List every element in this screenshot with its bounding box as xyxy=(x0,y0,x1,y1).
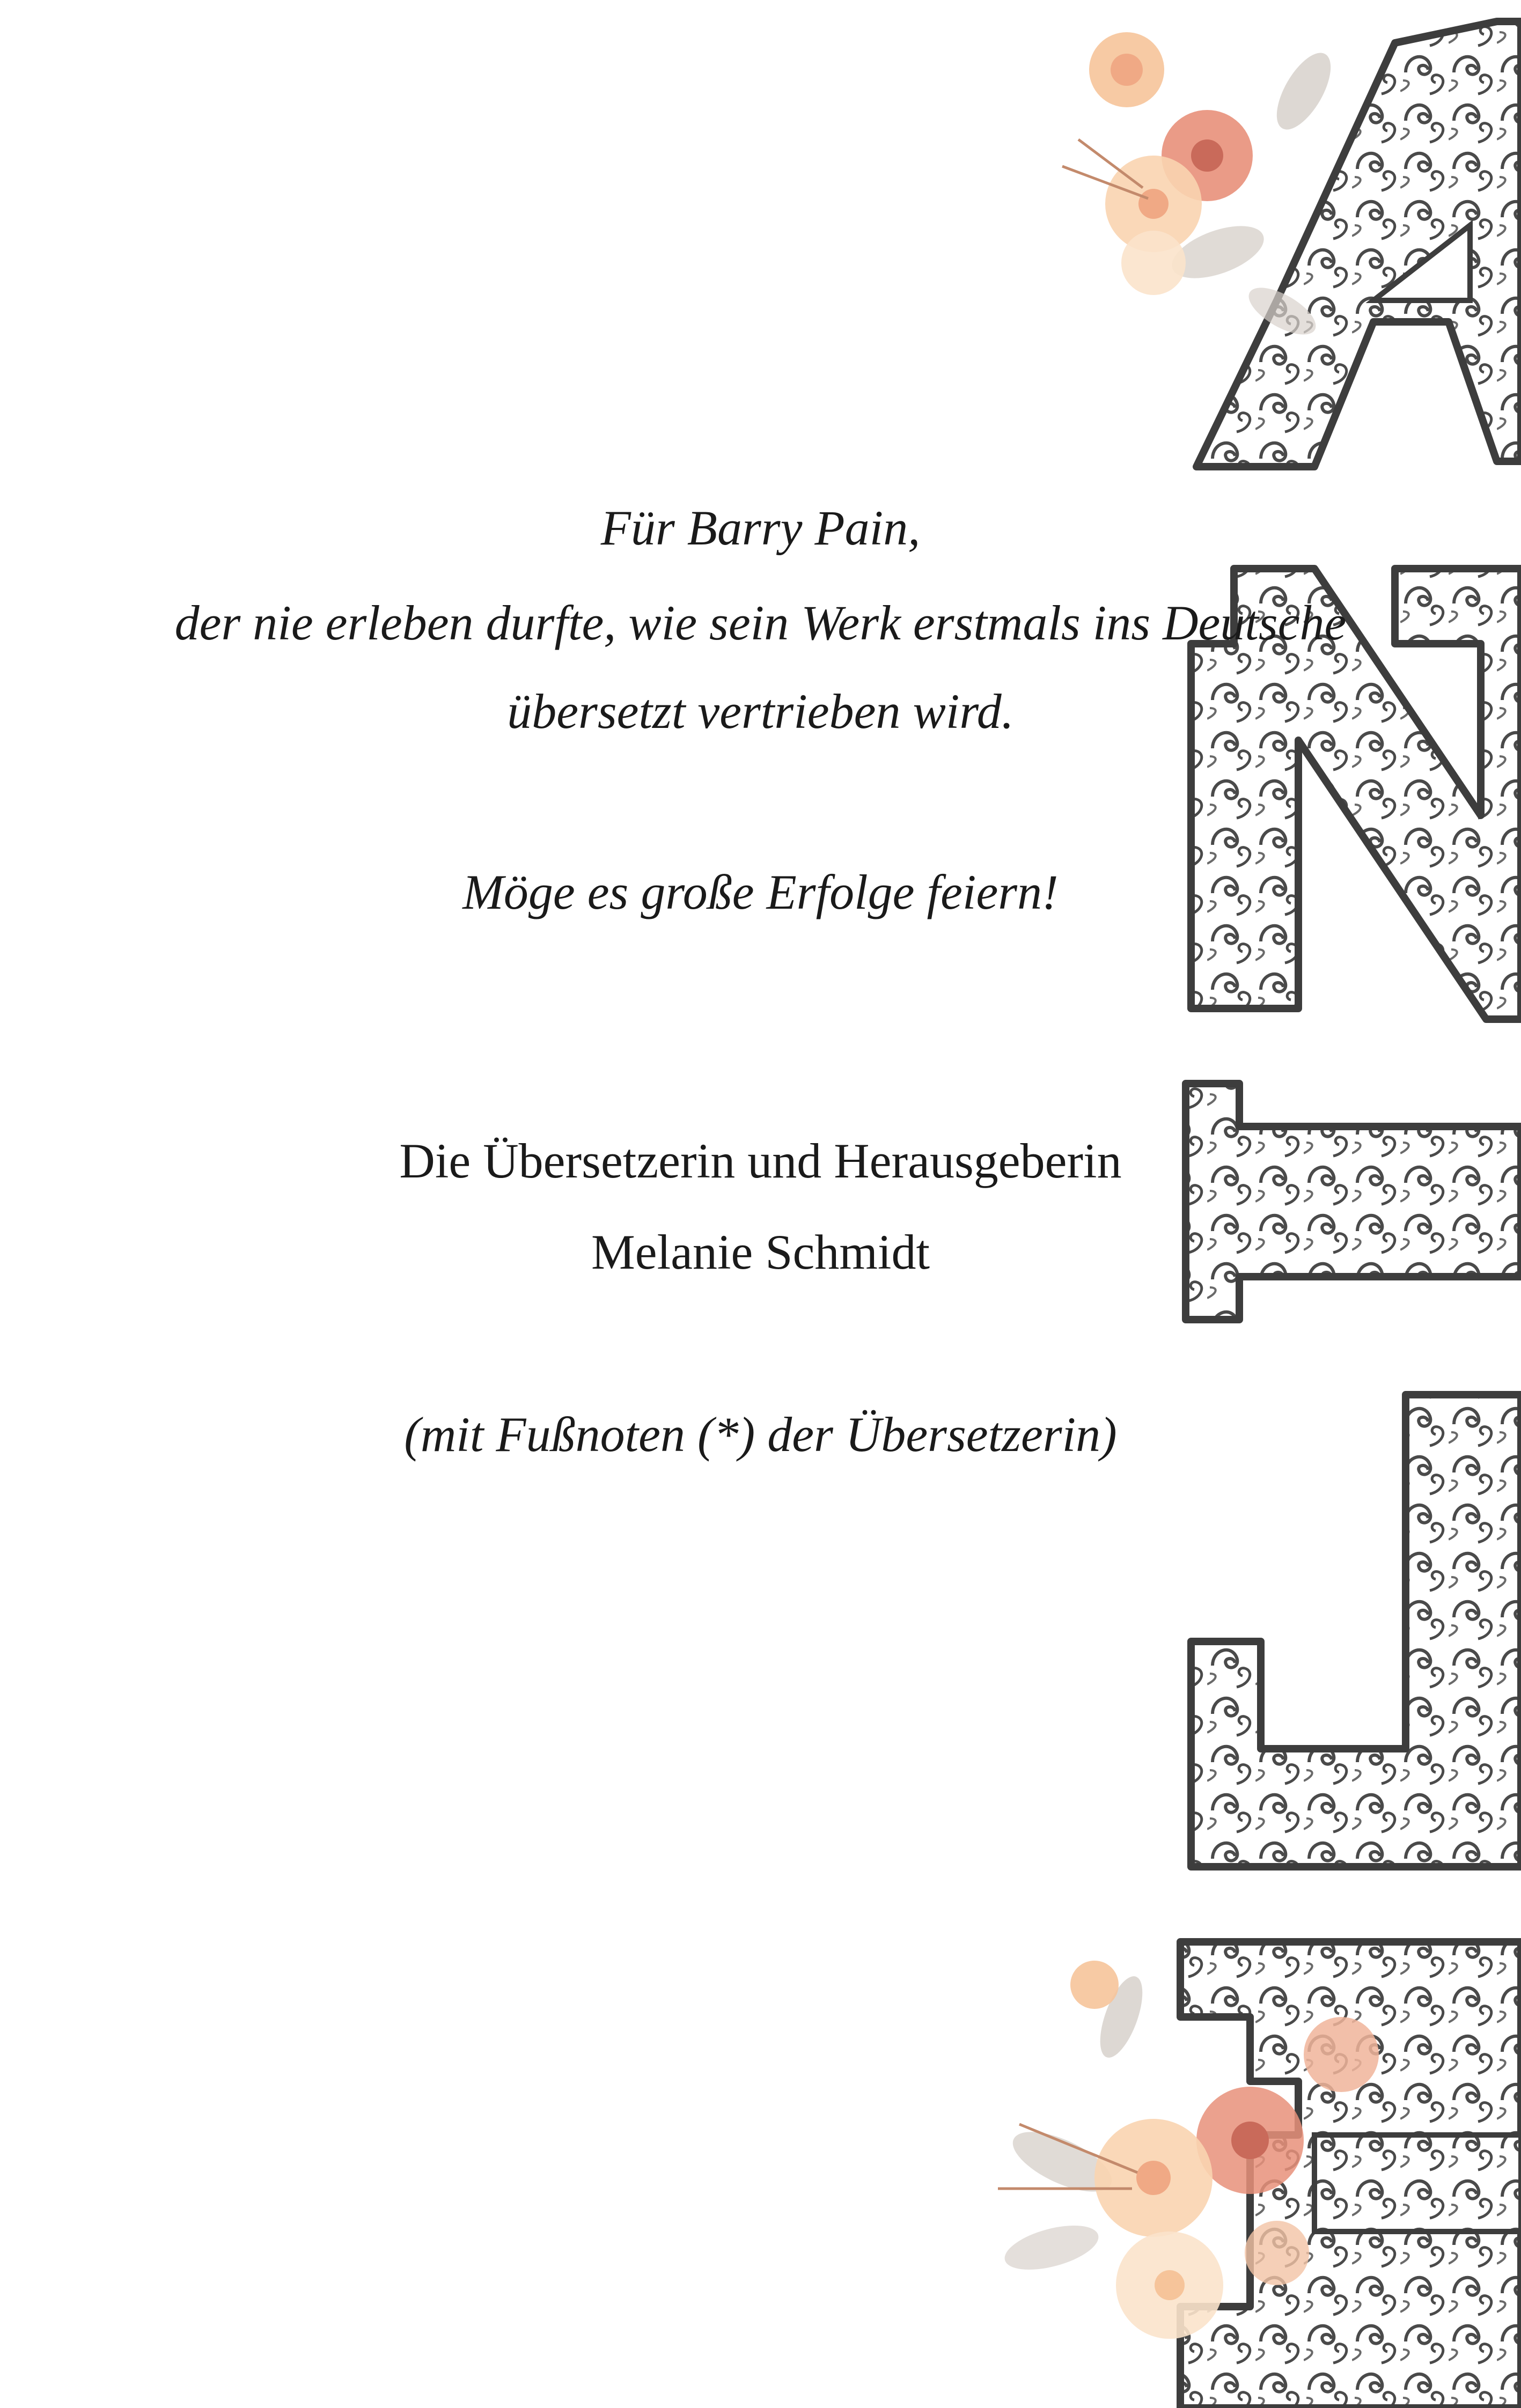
dedication-line-4: Möge es große Erfolge feiern! xyxy=(462,865,1059,919)
ornamental-letter-l xyxy=(1191,1395,1521,1867)
dedication-line-1: Für Barry Pain, xyxy=(600,500,921,555)
translator-role: Die Übersetzerin und Herausgeberin xyxy=(399,1133,1122,1188)
translator-name: Melanie Schmidt xyxy=(591,1225,930,1279)
dedication-line-2: der nie erleben durfte, wie sein Werk erstmals ins Deutsche xyxy=(174,595,1347,650)
footnote-remark: (mit Fußnoten (*) der Übersetzerin) xyxy=(404,1407,1117,1462)
ornamental-letter-i xyxy=(1186,1084,1521,1320)
dedication-line-3: übersetzt vertrieben wird. xyxy=(507,684,1014,739)
